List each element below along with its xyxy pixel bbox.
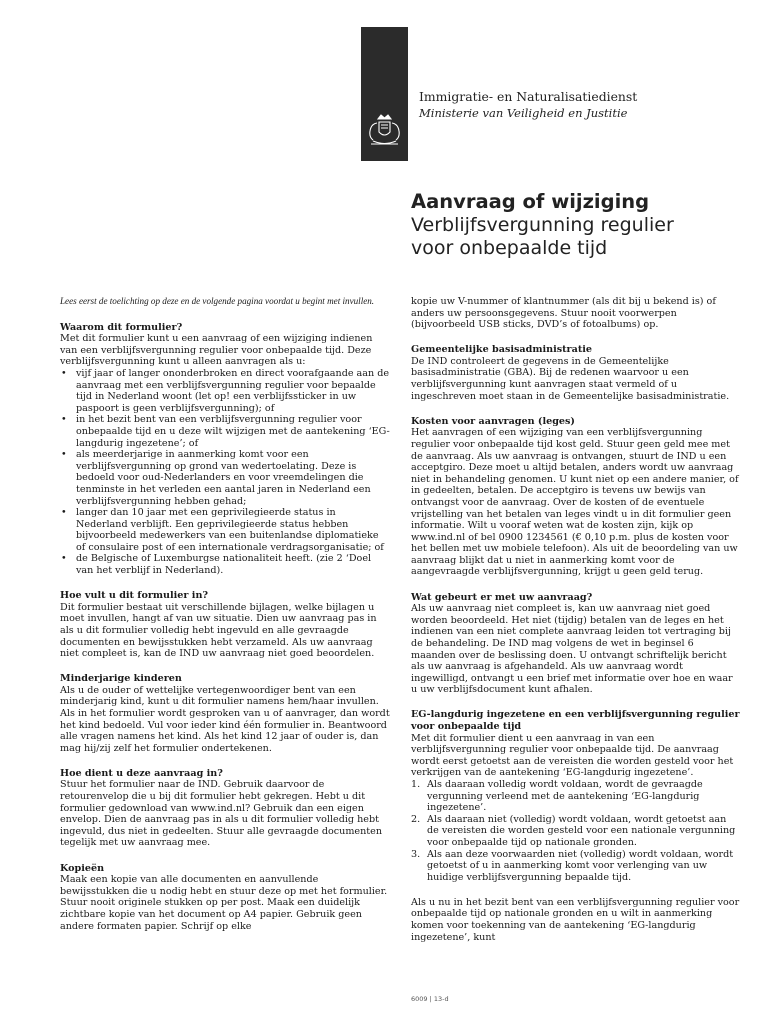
section-body: Maak een kopie van alle documenten en aanvullende bewijsstukken die u nodig hebt en stuur deze op met het formulier. Stuur nooit originele stukken op per post. Maak een duidelijk zichtbare kopie van het document op A4 papier. Gebruik geen andere formaten papier. Schrijf op elke	[60, 874, 388, 932]
section-how-to-submit	[60, 768, 390, 849]
page-subtitle-line2: voor onbepaalde tijd	[411, 237, 608, 259]
left-column	[60, 296, 390, 946]
page-subtitle-line1: Verblijfsvergunning regulier	[411, 214, 674, 236]
list-text: Als daaraan niet (volledig) wordt voldaan, wordt getoetst aan de vereisten die worden gesteld voor een nationale vergunning voor onbepaalde tijd op nationale gronden.	[427, 813, 736, 848]
list-item: • vijf jaar of langer ononderbroken en direct voorafgaande aan de aanvraag met een verblijfsvergunning regulier voor bepaalde tijd in Nederland woont (let op! een verblijfssticker in uw paspoort is geen verblijfsvergunning); of	[60, 368, 390, 414]
list-number: 3.	[411, 848, 421, 860]
section-heading: Kosten voor aanvragen (leges)	[411, 415, 575, 427]
section-body: Het aanvragen of een wijziging van een verblijfsvergunning regulier voor onbepaalde tijd kost geld. Stuur geen geld mee met de aanvraag. Als uw aanvraag is ontvangen, stuurt de IND u een acceptgiro. Deze moet u altijd betalen, anders wordt uw aanvraag niet in behandeling genomen. U kunt niet op een andere manier, of in gedeelten, betalen. De acceptgiro is tevens uw bewijs van ontvangst voor de aanvraag. Over de kosten of de eventuele vrijstelling van het betalen van leges vindt u in dit formulier geen informatie. Wilt u vooraf weten wat de kosten zijn, kijk op www.ind.nl of bel 0900 1234561 (€ 0,10 p.m. plus de kosten voor het bellen met uw mobiele telefoon). Als uit de beoordeling van uw aanvraag blijkt dat u niet in aanmerking komt voor de aangevraagde verblijfsvergunning, krijgt u geen geld terug.	[411, 427, 739, 578]
list-item	[411, 814, 741, 849]
page-title: Aanvraag of wijziging	[411, 190, 650, 213]
section-heading: Hoe dient u deze aanvraag in?	[60, 767, 223, 779]
section-heading: Kopieën	[60, 862, 105, 874]
numbered-list	[411, 779, 741, 883]
section-body: Dit formulier bestaat uit verschillende bijlagen, welke bijlagen u moet invullen, hangt af van uw situatie. Dien uw aanvraag pas in als u dit formulier volledig hebt ingevuld en alle gevraagde documenten en bewijsstukken hebt verzameld. Als uw aanvraag niet compleet is, kan de IND uw aanvraag niet goed beoordelen.	[60, 601, 377, 660]
section-what-happens	[411, 592, 741, 696]
form-code: 6009 | 13-d	[411, 995, 449, 1003]
ministry-name: Ministerie van Veiligheid en Justitie	[419, 106, 628, 120]
section-eg-tail	[411, 897, 741, 943]
section-body: Als uw aanvraag niet compleet is, kan uw aanvraag niet goed worden beoordeeld. Het niet (tijdig) betalen van de leges en het indienen van een niet complete aanvraag leiden tot vertraging bij de behandeling. De IND mag volgens de wet in beginsel 6 maanden over de beslissing doen. U ontvangt schriftelijk bericht als uw aanvraag is afgehandeld. Als uw aanvraag wordt ingewilligd, ontvangt u een brief met informatie over hoe en waar u uw verblijfsdocument kunt afhalen.	[411, 603, 733, 696]
org-name: Immigratie- en Naturalisatiedienst	[419, 89, 638, 104]
section-heading: Minderjarige kinderen	[60, 673, 182, 685]
section-eg-long-term	[411, 709, 741, 883]
section-how-to-fill	[60, 590, 390, 660]
conditions-list	[60, 368, 390, 577]
section-heading: EG-langdurig ingezetene en een verblijfsvergunning regulier voor onbepaalde tijd	[411, 709, 740, 732]
organization-block	[419, 89, 637, 121]
section-body: Als u de ouder of wettelijke vertegenwoordiger bent van een minderjarig kind, kunt u dit formulier namens hem/haar invullen. Als in het formulier wordt gesproken van u of aanvrager, dan wordt het kind bedoeld. Vul voor ieder kind één formulier in. Beantwoord alle vragen namens het kind. Als het kind 12 jaar of ouder is, dan mag hij/zij zelf het formulier ondertekenen.	[60, 684, 390, 754]
section-body: Stuur het formulier naar de IND. Gebruik daarvoor de retourenvelop die u bij dit formulier hebt gekregen. Hebt u dit formulier gedownload van www.ind.nl? Gebruik dan een eigen envelop. Dien de aanvraag pas in als u dit formulier volledig hebt ingevuld, dus niet in gedeelten. Stuur alle gevraagde documenten tegelijk met uw aanvraag mee.	[60, 779, 382, 849]
section-minor-children	[60, 673, 390, 754]
list-item	[411, 849, 741, 884]
section-body: Met dit formulier dient u een aanvraag in van een verblijfsvergunning regulier voor onbepaalde tijd. De aanvraag wordt eerst getoetst aan de vereisten die worden gesteld voor het verkrijgen van de aantekening ‘EG-langdurig ingezetene’.	[411, 732, 734, 779]
logo-bar	[361, 27, 408, 161]
section-heading: Waarom dit formulier?	[60, 321, 183, 333]
intro-note: Lees eerst de toelichting op deze en de volgende pagina voordat u begint met invullen.	[60, 296, 375, 306]
list-item: • langer dan 10 jaar met een geprivilegieerde status in Nederland verblijft. Een geprivilegieerde status hebben bijvoorbeeld medewerkers van een buitenlandse diplomatieke of consulaire post of een internationale verdragsorganisatie; of	[60, 507, 390, 553]
section-heading: Gemeentelijke basisadministratie	[411, 344, 593, 356]
section-heading: Wat gebeurt er met uw aanvraag?	[411, 591, 593, 603]
section-copies	[60, 863, 390, 933]
list-item	[411, 779, 741, 814]
list-item: • in het bezit bent van een verblijfsvergunning regulier voor onbepaalde tijd en u deze wilt wijzigen met de aantekening ‘EG-langdurig ingezetene’; of	[60, 414, 390, 449]
section-fees	[411, 416, 741, 578]
right-column	[411, 296, 741, 957]
list-number: 1.	[411, 778, 421, 790]
section-body: kopie uw V-nummer of klantnummer (als dit bij u bekend is) of anders uw persoonsgegevens. Stuur nooit voorwerpen (bijvoorbeeld USB sticks, DVD’s of fotoalbums) op.	[411, 296, 716, 331]
section-body: Als u nu in het bezit bent van een verblijfsvergunning regulier voor onbepaalde tijd op nationale gronden en u wilt in aanmerking komen voor toekenning van de aantekening ‘EG-langdurig ingezetene’, kunt	[411, 896, 740, 943]
list-text: Als daaraan volledig wordt voldaan, wordt de gevraagde vergunning verleend met de aantekening ‘EG-langdurig ingezetene’.	[427, 778, 703, 814]
list-text: Als aan deze voorwaarden niet (volledig) wordt voldaan, wordt getoetst of u in aanmerking komt voor verlenging van uw huidige verblijfsvergunning bepaalde tijd.	[427, 848, 734, 883]
section-body: De IND controleert de gegevens in de Gemeentelijke basisadministratie (GBA). Bij de redenen waarvoor u een verblijfsvergunning kunt aanvragen staat vermeld of u ingeschreven moet staan in de Gemeentelijke basisadministratie.	[411, 355, 730, 402]
list-item: • als meerderjarige in aanmerking komt voor een verblijfsvergunning op grond van wedertoelating. Deze is bedoeld voor oud-Nederlanders en voor vreemdelingen die tenminste in het verleden een aantal jaren in Nederland een verblijfsvergunning hebben gehad;	[60, 449, 390, 507]
section-why-form	[60, 322, 390, 577]
section-body: Met dit formulier kunt u een aanvraag of een wijziging indienen van een verblijfsvergunning regulier voor onbepaalde tijd. Deze verblijfsvergunning kunt u alleen aanvragen als u:	[60, 333, 373, 368]
royal-crest-icon	[361, 111, 408, 153]
section-heading: Hoe vult u dit formulier in?	[60, 590, 209, 602]
section-copies-continued	[411, 296, 741, 331]
section-gba	[411, 344, 741, 402]
list-item: • de Belgische of Luxemburgse nationaliteit heeft. (zie 2 ‘Doel van het verblijf in Nederland).	[60, 553, 390, 576]
list-number: 2.	[411, 813, 421, 825]
title-block	[411, 190, 674, 260]
